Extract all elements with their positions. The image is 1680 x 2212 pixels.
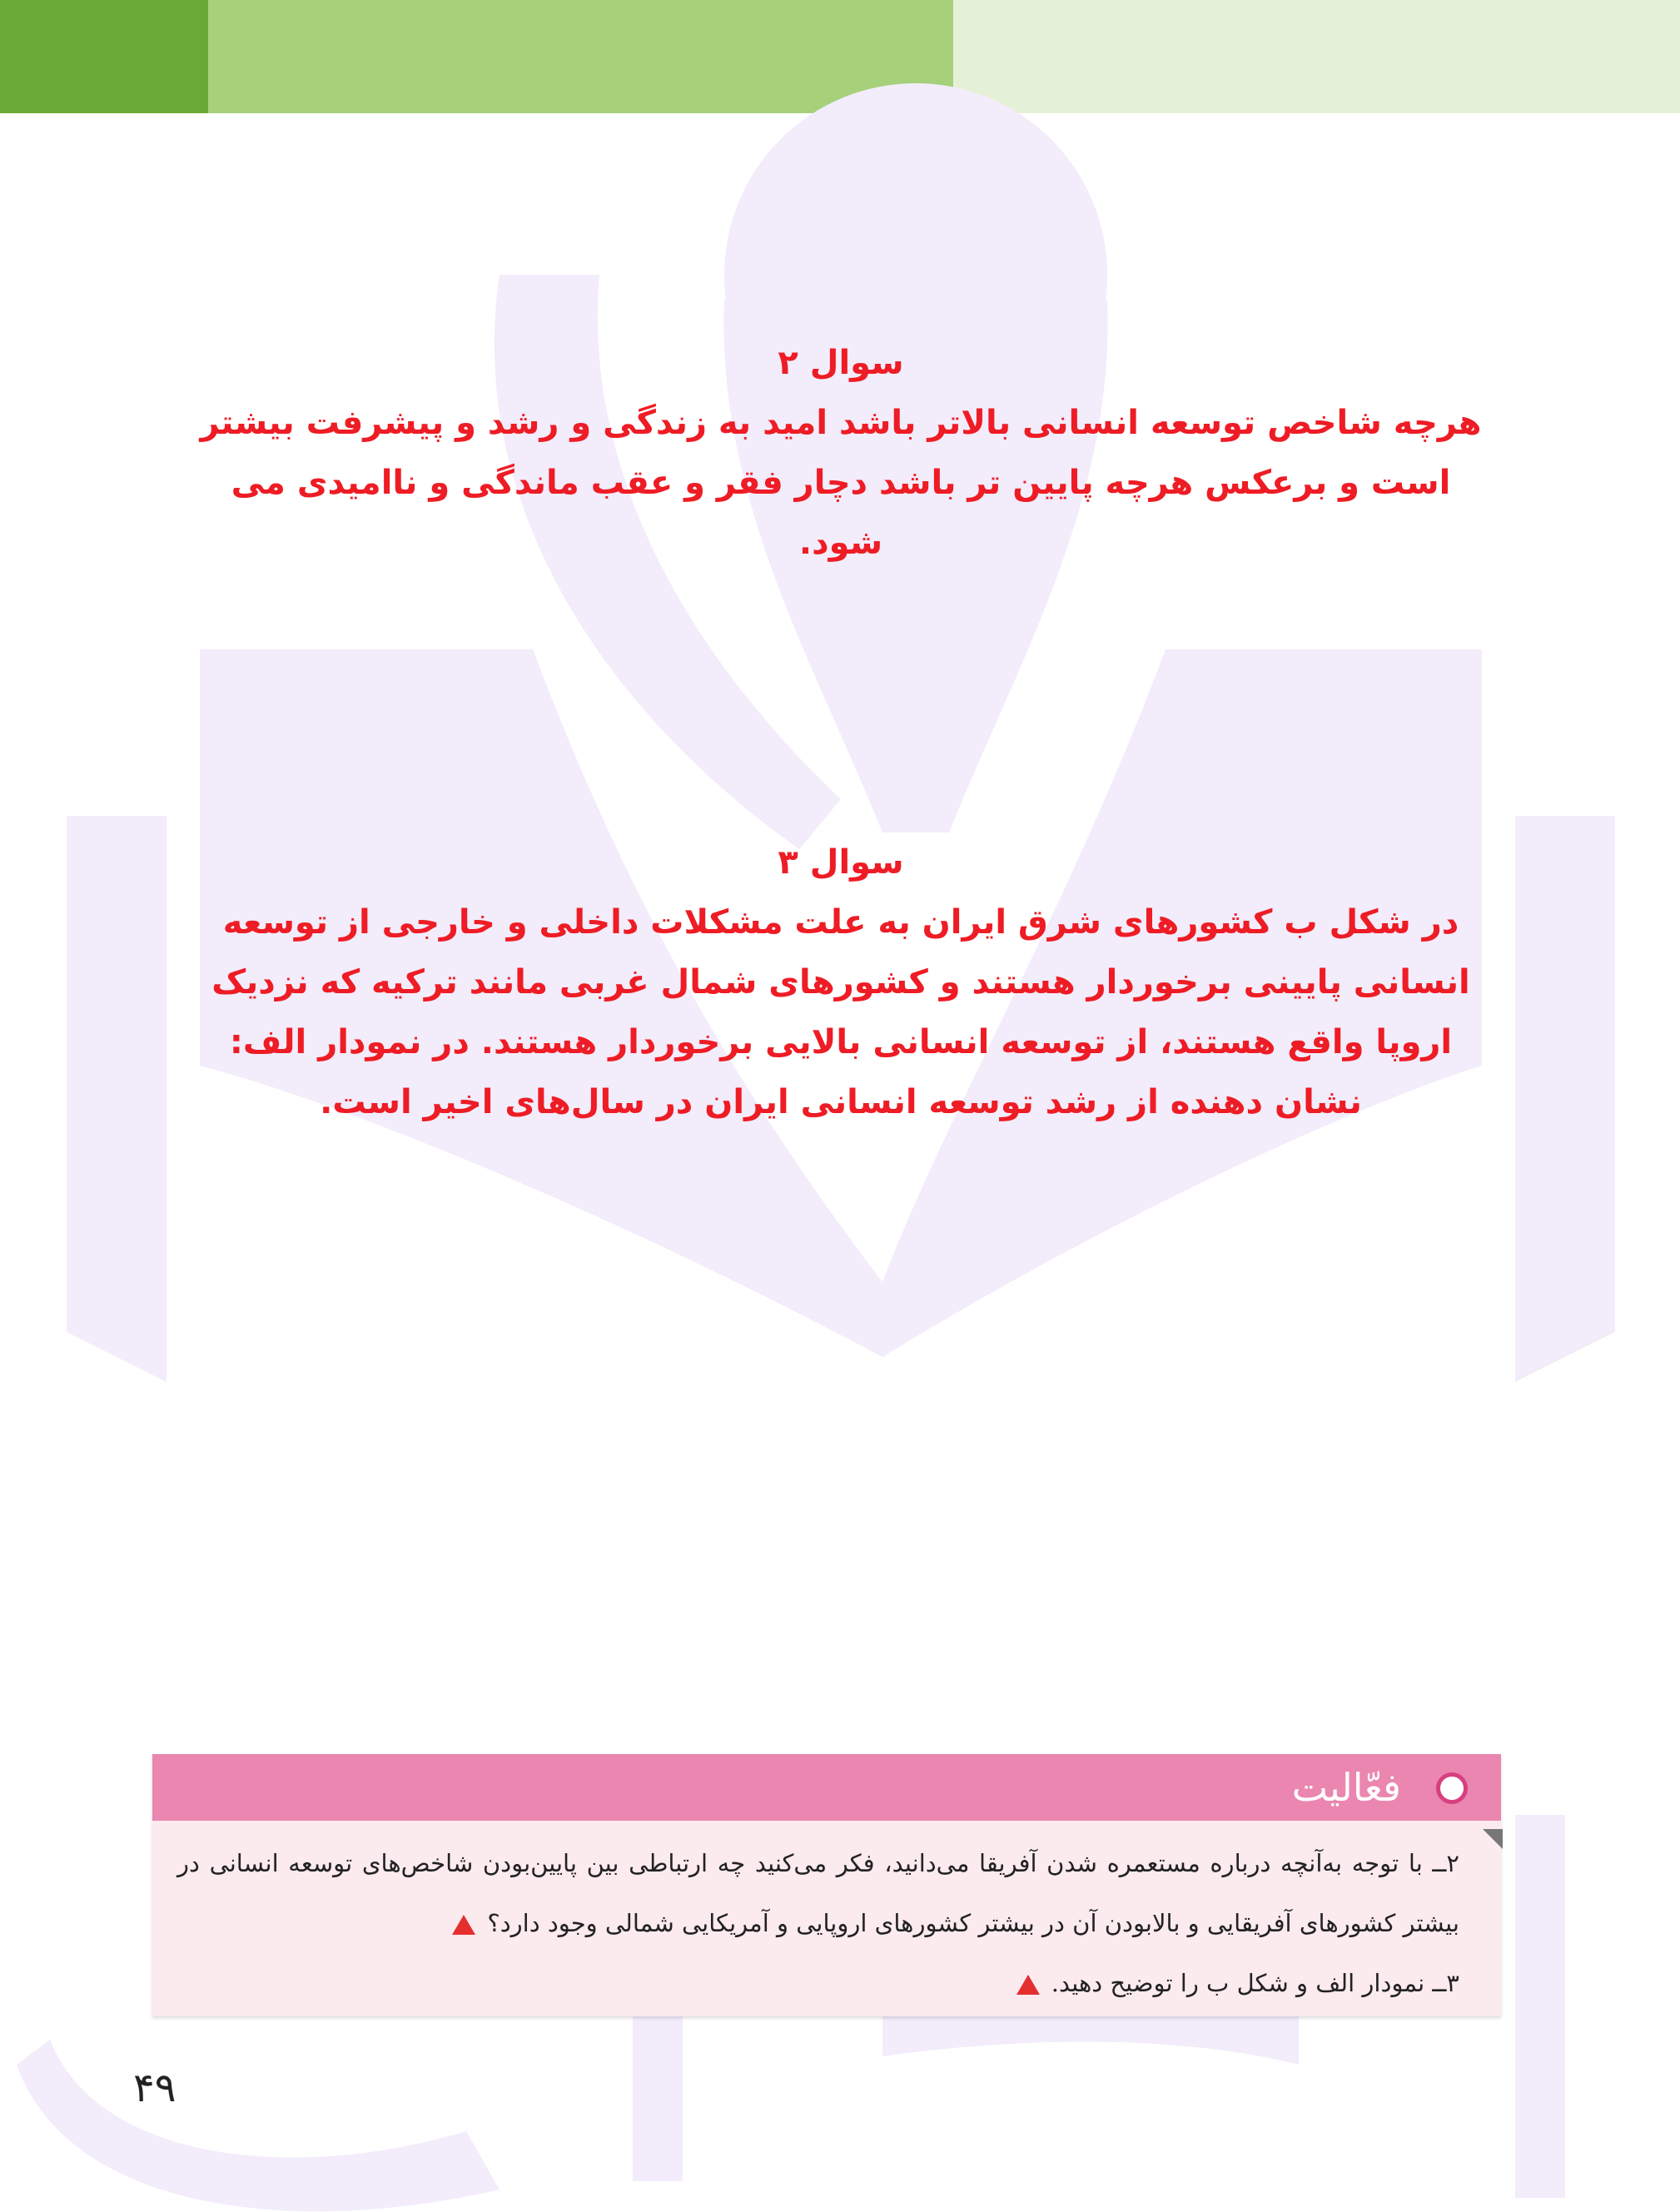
activity-body [177,1833,1459,2013]
question-2-answer: هرچه شاخص توسعه انسانی بالاتر باشد امید به زندگی و رشد و پیشرفت بیشتر است و برعکس هرچه پایین تر باشد دچار فقر و عقب ماندگی و ناامیدی می شود. [200,404,1482,562]
watermark-right-bar [1515,816,1615,1382]
answer-question-3 [191,833,1490,1132]
activity-item-2 [177,1833,1459,1953]
activity-item-3 [177,1953,1459,2013]
activity-circle-icon [1436,1772,1468,1804]
activity-title: فعّالیت [1291,1765,1401,1810]
answer-question-2 [191,333,1490,573]
watermark-left-bar [67,816,167,1382]
activity-item-3-text: ۳ــ نمودار الف و شکل ب را توضیح دهید. [1051,1969,1459,1997]
activity-item-2-text: ۲ــ با توجه به‌آنچه درباره مستعمره شدن آفریقا می‌دانید، فکر می‌کنید چه ارتباطی بین پایین‌بودن شاخص‌های توسعه انسانی در بیشتر کشورهای آفریقایی و بالابودن آن در بیشتر کشورهای اروپایی و آمریکایی شمالی وجود دارد؟ [177,1849,1459,1937]
activity-box [152,1754,1501,2016]
page-fold-corner [1483,1829,1503,1849]
watermark-script-left [17,2040,500,2211]
red-triangle-icon [452,1915,475,1935]
page-number: ۴۹ [133,2065,176,2111]
red-triangle-icon [1016,1975,1040,1995]
watermark-script-right [1515,1815,1565,2198]
question-3-answer: در شکل ب کشورهای شرق ایران به علت مشکلات داخلی و خارجی از توسعه انسانی پایینی برخوردار هستند و کشورهای شمال غربی مانند ترکیه که نزدیک اروپا واقع هستند، از توسعه انسانی بالایی برخوردار هستند. در نمودار الف: نشان دهنده از رشد توسعه انسانی ایران در سال‌های اخیر است. [211,903,1470,1121]
activity-header [152,1754,1501,1821]
question-2-title: سوال ۲ [778,344,904,382]
question-3-title: سوال ۳ [778,843,904,882]
